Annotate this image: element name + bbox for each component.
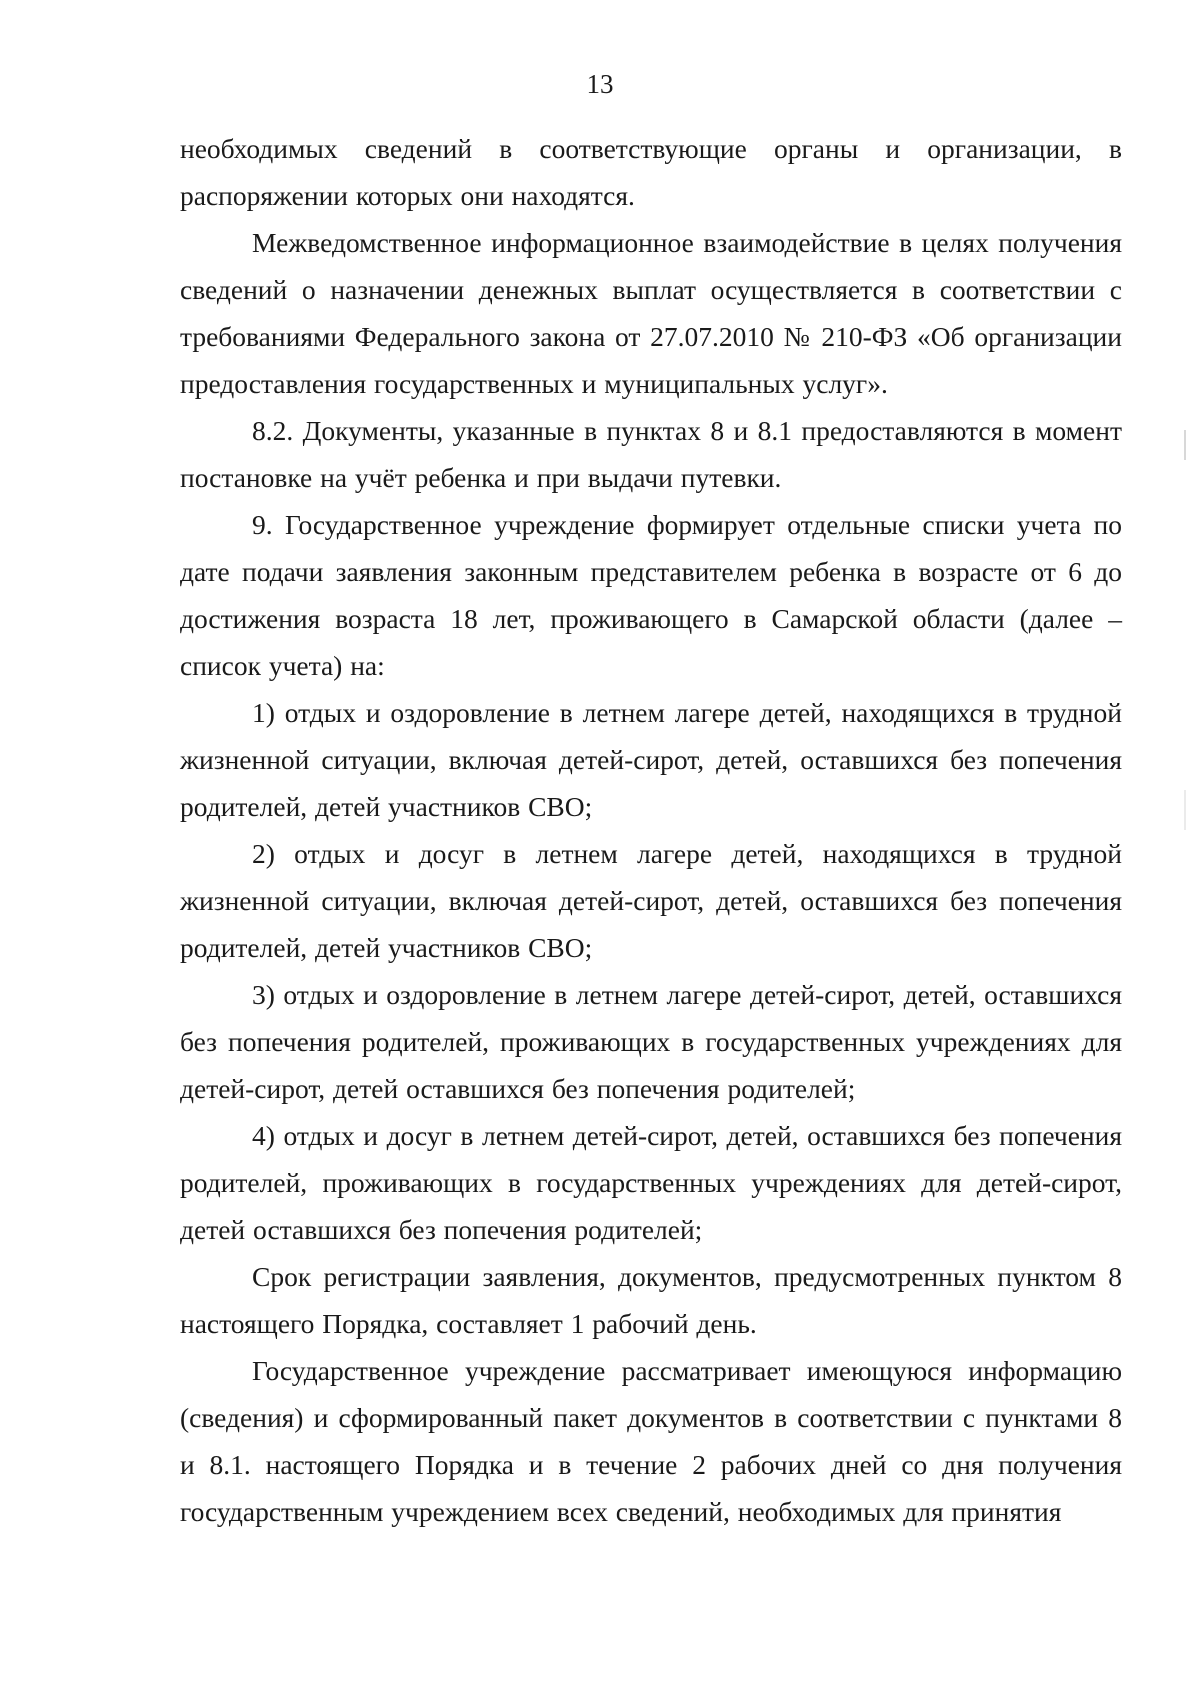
paragraph-9: 9. Государственное учреждение формирует отдельные списки учета по дате подачи заявления законным представителем ребенка в возрасте от 6 до достижения возраста 18 лет, проживающего в Самарской области (далее – список учета) на:	[180, 509, 1122, 681]
paragraph-continuation: необходимых сведений в соответствующие органы и организации, в распоряжении которых они находятся.	[180, 133, 1122, 211]
scan-artifact	[1184, 790, 1186, 830]
scan-artifact	[1184, 430, 1186, 460]
page-number: 13	[586, 69, 614, 99]
list-item-4: 4) отдых и досуг в летнем детей-сирот, детей, оставшихся без попечения родителей, проживающих в государственных учреждениях для детей-сирот, детей оставшихся без попечения родителей;	[180, 1120, 1122, 1245]
list-item-3: 3) отдых и оздоровление в летнем лагере детей-сирот, детей, оставшихся без попечения родителей, проживающих в государственных учреждениях для детей-сирот, детей оставшихся без попечения родителей;	[180, 979, 1122, 1104]
list-item-2: 2) отдых и досуг в летнем лагере детей, находящихся в трудной жизненной ситуации, включая детей-сирот, детей, оставшихся без попечения родителей, детей участников СВО;	[180, 838, 1122, 963]
paragraph-interagency-interaction: Межведомственное информационное взаимодействие в целях получения сведений о назначении денежных выплат осуществляется в соответствии с требованиями Федерального закона от 27.07.2010 № 210-ФЗ «Об организации предоставления государственных и муниципальных услуг».	[180, 227, 1122, 399]
paragraph-review: Государственное учреждение рассматривает имеющуюся информацию (сведения) и сформированный пакет документов в соответствии с пунктами 8 и 8.1. настоящего Порядка и в течение 2 рабочих дней со дня получения государственным учреждением всех сведений, необходимых для принятия	[180, 1355, 1122, 1527]
document-body	[180, 125, 1122, 1535]
paragraph-8-2: 8.2. Документы, указанные в пунктах 8 и 8.1 предоставляются в момент постановке на учёт ребенка и при выдачи путевки.	[180, 415, 1122, 493]
paragraph-registration-term: Срок регистрации заявления, документов, предусмотренных пунктом 8 настоящего Порядка, составляет 1 рабочий день.	[180, 1261, 1122, 1339]
list-item-1: 1) отдых и оздоровление в летнем лагере детей, находящихся в трудной жизненной ситуации, включая детей-сирот, детей, оставшихся без попечения родителей, детей участников СВО;	[180, 697, 1122, 822]
